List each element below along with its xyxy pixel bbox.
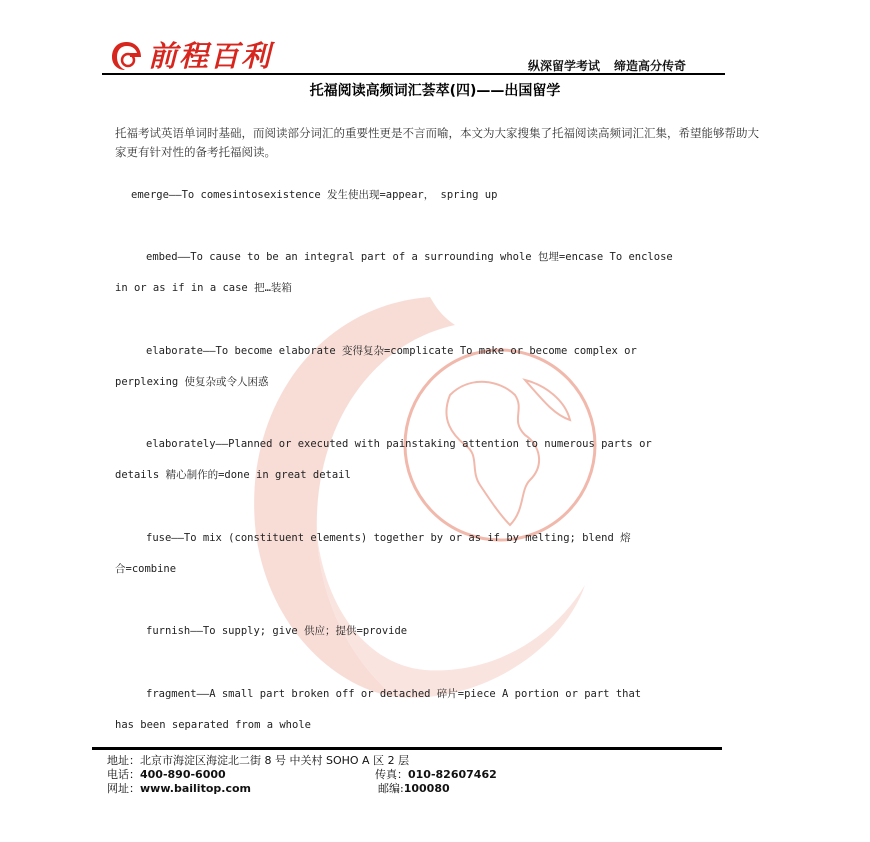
footer-divider [92, 747, 722, 750]
intro-paragraph: 托福考试英语单词时基础，而阅读部分词汇的重要性更是不言而喻，本文为大家搜集了托福阅读高频词汇汇集，希望能够帮助大家更有针对性的备考托福阅读。 [115, 126, 759, 159]
slogan-right: 缔造高分传奇 [614, 59, 687, 73]
address-value: 北京市海淀区海淀北二街 8 号 中关村 SOHO A 区 2 层 [140, 754, 410, 767]
vocab-entry-line: elaborately——Planned or executed with painstaking attention to numerous parts or [146, 438, 652, 450]
vocab-entry [115, 679, 773, 741]
vocab-entry-line: elaborate——To become elaborate 变得复杂=complicate To make or become complex or [146, 345, 637, 357]
brand-logo-icon [108, 38, 144, 74]
vocab-entry [115, 180, 773, 211]
vocab-entry-line: fuse——To mix (constituent elements) together by or as if by melting; blend 熔 [146, 532, 631, 544]
phone-value: 400-890-6000 [140, 768, 226, 781]
website-link[interactable]: www.bailitop.com [140, 782, 251, 795]
phone-label: 电话： [107, 768, 140, 781]
address-label: 地址： [107, 754, 140, 767]
zip-label: 邮编: [378, 782, 404, 795]
vocab-entry [115, 616, 773, 647]
vocab-entry [115, 336, 773, 398]
vocab-entry [115, 523, 773, 585]
vocab-entry-line: fragment——A small part broken off or detached 碎片=piece A portion or part that [146, 688, 642, 700]
header-divider [102, 73, 725, 75]
vocab-entry-continuation: 合=combine [115, 563, 177, 575]
document-title: 托福阅读高频词汇荟萃(四)——出国留学 [309, 83, 561, 99]
fax-value: 010-82607462 [408, 768, 497, 781]
vocab-entry-continuation: in or as if in a case 把…装箱 [115, 282, 292, 294]
vocab-entry-continuation: details 精心制作的=done in great detail [115, 469, 351, 481]
fax-label: 传真： [375, 768, 408, 781]
brand-name: 前程百利 [148, 39, 273, 73]
vocab-entry-line: emerge——To comesintosexistence 发生使出现=appear， spring up [131, 189, 498, 201]
vocab-entry-line: furnish——To supply; give 供应；提供=provide [146, 625, 408, 637]
vocab-entry-line: embed——To cause to be an integral part of a surrounding whole 包埋=encase To enclose [146, 251, 673, 263]
header-slogan [528, 57, 686, 74]
zip-value: 100080 [403, 782, 450, 795]
slogan-left: 纵深留学考试 [528, 59, 601, 73]
vocab-entry-continuation: has been separated from a whole [115, 719, 311, 731]
footer-website [107, 780, 251, 796]
website-label: 网址： [107, 782, 140, 795]
vocab-entry-continuation: perplexing 使复杂或令人困惑 [115, 376, 269, 388]
brand-logo [108, 38, 272, 74]
footer-zip [378, 780, 450, 796]
vocab-entry [115, 429, 773, 491]
vocab-entry [115, 242, 773, 304]
